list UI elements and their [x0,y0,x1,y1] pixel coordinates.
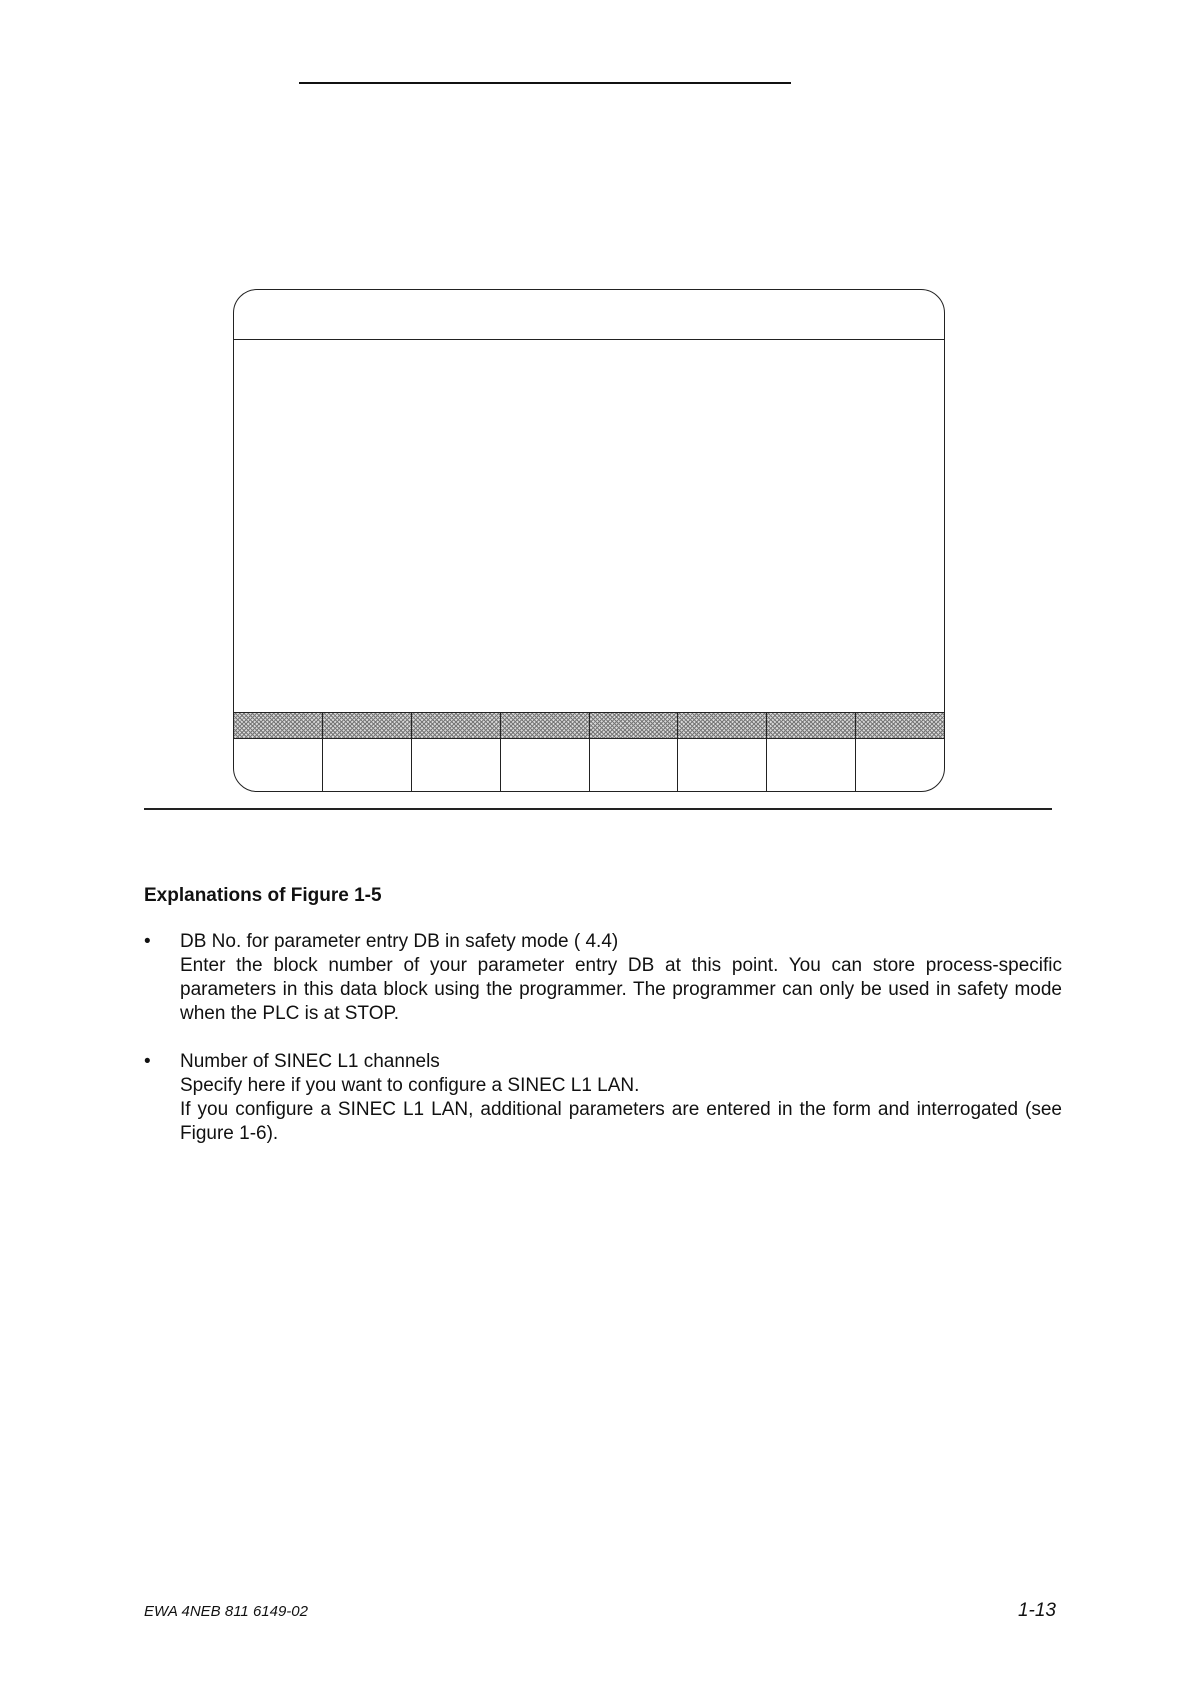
screen-header [234,290,944,340]
softkey-f3 [412,712,501,792]
item-title: Number of SINEC L1 channels [180,1051,440,1072]
softkey-f4 [501,712,590,792]
figure-bottom-rule [144,808,1052,810]
item-text: Specify here if you want to configure a SINEC L1 LAN. [180,1075,640,1096]
footer-page-number: 1-13 [1017,1600,1056,1621]
item-text: Enter the block number of your parameter entry DB at this point. You can store process-specific parameters in this data block using the programmer. The programmer can only be used in safety mode when the PLC is at STOP. [180,955,1062,1024]
item-title: DB No. for parameter entry DB in safety mode ( 4.4) [180,931,619,952]
softkey-f2 [323,712,412,792]
bullet-icon: • [144,1051,151,1072]
list-item [144,930,1062,1026]
top-rule [299,82,791,84]
softkey-f6 [678,712,767,792]
item-text: If you configure a SINEC L1 LAN, additional parameters are entered in the form and interrogated (see Figure 1-6). [180,1099,1062,1144]
list-item [144,1050,1062,1146]
explanations-section [144,884,1062,1170]
softkey-f5 [590,712,679,792]
footer-doc-id: EWA 4NEB 811 6149-02 [144,1603,308,1620]
softkey-f8 [856,712,944,792]
bullet-icon: • [144,931,151,952]
softkey-f1 [234,712,323,792]
softkey-f7 [767,712,856,792]
explanations-heading: Explanations of Figure 1-5 [144,885,382,906]
screen-body [234,340,944,700]
figure-screen-frame [233,289,945,792]
softkey-bar [234,712,944,792]
